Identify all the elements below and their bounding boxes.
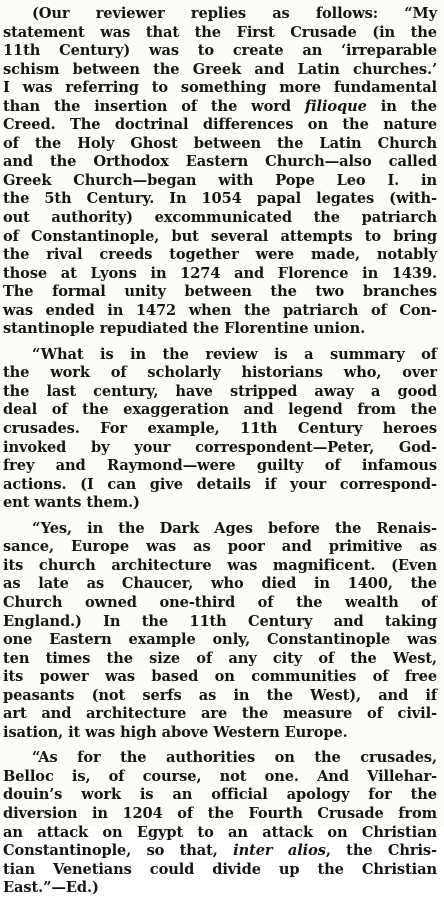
text-line: “Yes, in the Dark Ages before the Renais-: [32, 519, 437, 537]
text-line: frey and Raymond—were guilty of infamous: [3, 457, 437, 475]
text-line: isation, it was high above Western Europe.: [3, 723, 348, 741]
text-line: an attack on Egypt to an attack on Christian: [3, 823, 437, 841]
text-line: the work of scholarly historians who, over: [3, 364, 437, 382]
text-line: douin’s work is an official apology for the: [3, 786, 437, 804]
text-line: the 5th Century. In 1054 papal legates (with-: [3, 190, 437, 208]
text-line: Creed. The doctrinal differences on the nature: [3, 116, 437, 134]
text-line: one Eastern example only, Constantinople was: [3, 631, 437, 649]
text-line: Greek Church—began with Pope Leo I. in: [3, 171, 437, 189]
text-line: ent wants them.): [3, 494, 140, 512]
text-line: ten times the size of any city of the West,: [3, 649, 437, 667]
text-line: its power was based on communities of free: [3, 668, 437, 686]
text-line: those at Lyons in 1274 and Florence in 1439.: [3, 264, 437, 282]
text-line: out authority) excommunicated the patriarch: [3, 209, 437, 227]
text-line: of the Holy Ghost between the Latin Church: [3, 134, 437, 152]
text-line: the rival creeds together were made, notably: [3, 246, 437, 264]
text-line: England.) In the 11th Century and taking: [3, 612, 437, 630]
text-line: its church architecture was magnificent. (Even: [3, 556, 437, 574]
text-line: statement was that the First Crusade (in the: [3, 23, 437, 41]
text-line: East.”—Ed.): [3, 879, 99, 897]
text-line: schism between the Greek and Latin churches.’: [3, 60, 437, 78]
italic-term: filioque: [304, 97, 367, 115]
text-line: was ended in 1472 when the patriarch of Con-: [3, 301, 437, 319]
text-line: The formal unity between the two branches: [3, 283, 437, 301]
text-line: 11th Century) was to create an ‘irreparable: [3, 42, 437, 60]
text-line: Constantinople, so that, inter alios, the Chris-: [3, 842, 437, 860]
text-line: and the Orthodox Eastern Church—also called: [3, 153, 437, 171]
paragraph: [3, 5, 437, 339]
paragraph: [3, 520, 437, 743]
text-line: of Constantinople, but several attempts to bring: [3, 227, 437, 245]
text-line: than the insertion of the word filioque in the: [3, 97, 437, 115]
text-line: diversion in 1204 of the Fourth Crusade from: [3, 804, 437, 822]
text-line: Church owned one-third of the wealth of: [3, 593, 437, 611]
text-line: “What is in the review is a summary of: [32, 345, 437, 363]
text-line: deal of the exaggeration and legend from the: [3, 401, 437, 419]
text-line: tian Venetians could divide up the Christian: [3, 860, 437, 878]
text-line: the last century, have stripped away a good: [3, 382, 437, 400]
text-line: art and architecture are the measure of civil-: [3, 705, 437, 723]
text-line: I was referring to something more fundamental: [3, 79, 437, 97]
text-line: stantinople repudiated the Florentine union.: [3, 320, 366, 338]
text-line: as late as Chaucer, who died in 1400, the: [3, 575, 437, 593]
paragraph: [3, 346, 437, 513]
text-line: (Our reviewer replies as follows: “My: [32, 5, 437, 22]
text-line: invoked by your correspondent—Peter, God-: [3, 438, 437, 456]
paragraph: [3, 749, 437, 897]
text-line: crusades. For example, 11th Century heroes: [3, 420, 437, 438]
letter-reply-column: [3, 5, 437, 898]
text-line: “As for the authorities on the crusades,: [32, 749, 437, 767]
text-line: Belloc is, of course, not one. And Villehar-: [3, 767, 437, 785]
italic-term: inter alios: [233, 842, 326, 860]
text-line: sance, Europe was as poor and primitive as: [3, 538, 437, 556]
text-line: peasants (not serfs as in the West), and if: [3, 686, 437, 704]
text-line: actions. (I can give details if your correspond-: [3, 475, 437, 493]
